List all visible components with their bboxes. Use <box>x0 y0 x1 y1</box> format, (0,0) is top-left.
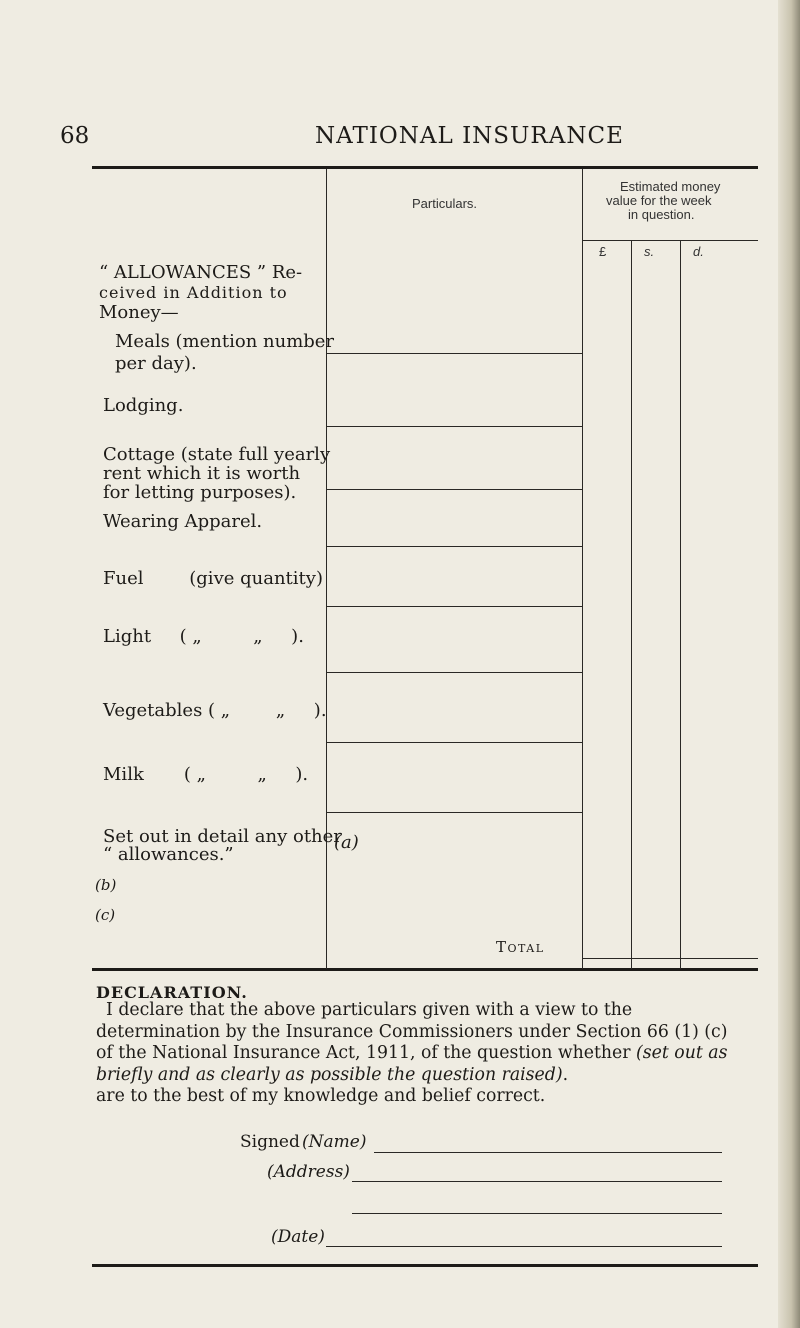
row-divider <box>326 812 582 813</box>
page-number: 68 <box>60 123 90 149</box>
declaration-text-1: I declare that the above particulars given with a view to the determination by the Insurance Commissioners under Section 66 (1) (c) of the National Insurance Act, 1911, of the question whether <box>96 1000 728 1063</box>
item-b-label: (b) <box>95 876 117 894</box>
footer-rule <box>92 1264 758 1267</box>
declaration-body <box>96 1000 748 1108</box>
estimated-value-heading-line3: in question. <box>628 207 695 222</box>
row-meals-line2: per day). <box>115 353 197 374</box>
row-meals-line1: Meals (mention number <box>115 331 335 352</box>
row-divider <box>326 426 582 427</box>
address-label: (Address) <box>267 1162 350 1182</box>
row-cottage-line3: for letting purposes). <box>103 482 297 503</box>
row-divider <box>326 353 582 354</box>
row-divider <box>326 489 582 490</box>
column-divider <box>680 240 681 969</box>
allowances-heading-line2: ceived in Addition to <box>99 283 288 302</box>
row-divider <box>326 742 582 743</box>
pounds-heading: £ <box>599 244 607 259</box>
page-edge-shadow <box>778 0 800 1328</box>
allowances-heading-line3: Money— <box>99 302 179 323</box>
estimated-value-heading-line1: Estimated money <box>620 179 721 194</box>
signed-label: Signed <box>240 1132 300 1152</box>
address-field-line2[interactable] <box>352 1213 722 1214</box>
row-other-line2: “ allowances.” <box>103 844 234 865</box>
declaration-text-2: . <box>562 1064 569 1085</box>
declaration-title: DECLARATION. <box>96 983 248 1002</box>
name-label: (Name) <box>302 1132 367 1152</box>
row-divider <box>326 672 582 673</box>
estimated-value-heading-line2: value for the week <box>606 193 712 208</box>
row-lodging: Lodging. <box>103 395 184 416</box>
row-divider <box>326 606 582 607</box>
shillings-heading: s. <box>644 244 655 259</box>
row-divider <box>326 546 582 547</box>
item-a-label: (a) <box>334 832 359 853</box>
row-light: Light ( „ „ ). <box>103 626 304 647</box>
column-divider <box>582 169 583 969</box>
allowances-heading-line1: “ ALLOWANCES ” Re- <box>99 262 303 283</box>
row-cottage-line1: Cottage (state full yearly <box>103 444 331 465</box>
table-bottom-rule <box>92 968 758 971</box>
particulars-heading: Particulars. <box>412 196 478 211</box>
declaration-text-italic: (set out as briefly and as clearly as possible the question raised) <box>96 1043 728 1085</box>
total-underline <box>582 958 758 959</box>
pence-heading: d. <box>693 244 704 259</box>
row-wearing-apparel: Wearing Apparel. <box>103 511 263 532</box>
page-header <box>60 123 760 153</box>
table-top-rule <box>92 166 758 169</box>
column-divider <box>631 240 632 969</box>
row-other-line1: Set out in detail any other <box>103 826 342 847</box>
row-cottage-line2: rent which it is worth <box>103 463 301 484</box>
item-c-label: (c) <box>95 906 116 924</box>
running-title: NATIONAL INSURANCE <box>315 123 624 149</box>
column-divider <box>326 169 327 969</box>
name-field[interactable] <box>374 1152 722 1153</box>
row-fuel: Fuel (give quantity) <box>103 568 323 589</box>
row-vegetables: Vegetables ( „ „ ). <box>103 700 327 721</box>
date-label: (Date) <box>271 1227 325 1247</box>
row-milk: Milk ( „ „ ). <box>103 764 309 785</box>
address-field[interactable] <box>352 1181 722 1182</box>
declaration-text-3: are to the best of my knowledge and belief correct. <box>96 1086 546 1106</box>
header-divider <box>582 240 758 241</box>
total-label: Total <box>496 938 545 956</box>
date-field[interactable] <box>326 1246 722 1247</box>
